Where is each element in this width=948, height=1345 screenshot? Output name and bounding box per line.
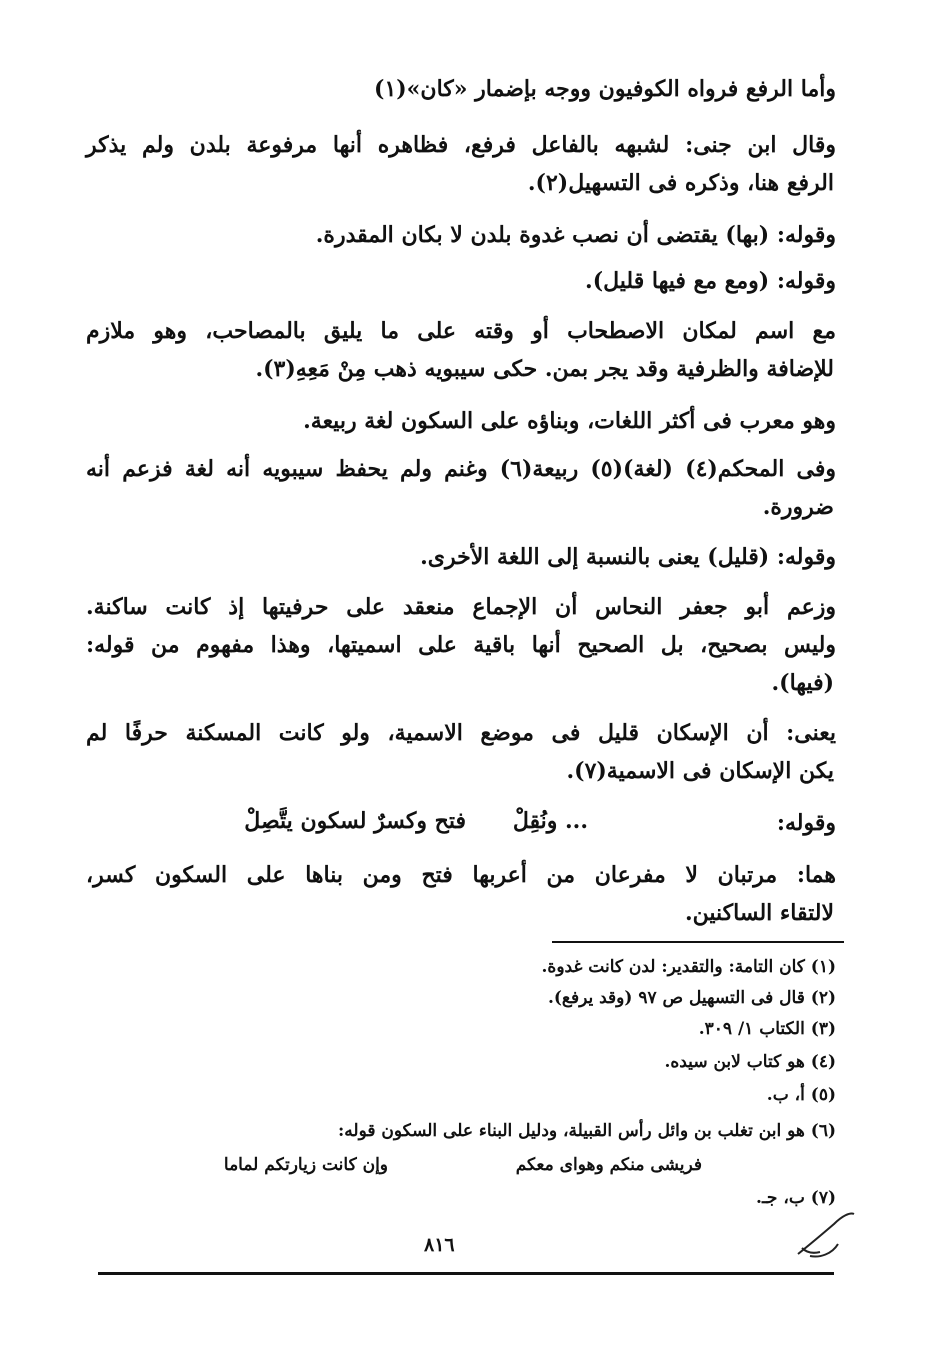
paragraph-line: هما: مرتبان لا مفرعان من أعربها فتح ومن بناها على السكون كسر، (86, 862, 836, 888)
footnote: (٣) الكتاب ١/ ٣٠٩. (698, 1019, 836, 1039)
paragraph-line: ضرورة. (762, 494, 834, 520)
verse-hemistich-second: فتح وكسرٌ لسكون يتَّصِلْ (244, 808, 466, 834)
footnote: (٥) أ، ب. (766, 1085, 836, 1105)
paragraph-line: وهو معرب فى أكثر اللغات، وبناؤه على السكون لغة ربيعة. (303, 408, 836, 434)
paragraph-line: وقوله: (ومع مع فيها قليل). (585, 268, 836, 294)
page-number: ٨١٦ (424, 1234, 455, 1256)
paragraph-line: (فيها). (771, 670, 834, 696)
footnote-separator (552, 941, 844, 943)
paragraph-line: للإضافة والظرفية وقد يجر بمن. حكى سيبويه ذهب مِنْ مَعِهِ(٣). (255, 356, 834, 382)
footnote: (٤) هو كتاب لابن سيده. (664, 1052, 836, 1072)
footnote: (٦) هو ابن تغلب بن وائل رأس القبيلة، ودليل البناء على السكون قوله: (338, 1121, 836, 1141)
paragraph-line: وقوله: (بها) يقتضى أن نصب غدوة بلدن لا بكان المقدرة. (315, 222, 836, 248)
footnote: (١) كان التامة: والتقدير: لدن كانت غدوة. (541, 957, 836, 977)
paragraph-line: مع اسم لمكان الاصطحاب أو وقته على ما يليق بالمصاحب، وهو ملازم (86, 318, 836, 344)
footnote: (٧) ب، جـ. (756, 1188, 836, 1208)
handwritten-mark (790, 1206, 860, 1264)
paragraph-line: وليس بصحيح، بل الصحيح أنها باقية على اسميتها، وهذا مفهوم من قوله: (86, 632, 836, 658)
paragraph-line: وفى المحكم(٤) (لغة)(٥) ربيعة(٦) وغنم ولم يحفظ سيبويه أنه لغة فزعم أنه (86, 456, 836, 482)
paragraph-line: وقوله: (قليل) يعنى بالنسبة إلى اللغة الأخرى. (420, 544, 836, 570)
footnote-verse-hemistich-second: وإن كانت زيارتكم لماما (223, 1155, 388, 1175)
paragraph-line: يعنى: أن الإسكان قليل فى موضع الاسمية، ولو كانت المسكنة حرفًا لم (86, 720, 836, 746)
footnote-verse-hemistich-first: فريشى منكم وهواى معكم (515, 1155, 702, 1175)
paragraph-line: وقال ابن جنى: لشبهه بالفاعل فرفع، فظاهره أنها مرفوعة بلدن ولم يذكر (86, 132, 836, 158)
footnote: (٢) قال فى التسهيل ص ٩٧ (وقد يرفع). (547, 988, 836, 1008)
paragraph-line: الرفع هنا، وذكره فى التسهيل(٢). (527, 170, 834, 196)
paragraph-line: وأما الرفع فرواه الكوفيون ووجه بإضمار «كان»(١) (374, 76, 836, 102)
verse-hemistich-first: ... ونُقِلْ (512, 808, 588, 834)
bottom-rule (98, 1272, 834, 1275)
verse-intro: وقوله: (776, 810, 836, 836)
paragraph-line: لالتقاء الساكنين. (684, 900, 834, 926)
paragraph-line: يكن الإسكان فى الاسمية(٧). (566, 758, 834, 784)
paragraph-line: وزعم أبو جعفر النحاس أن الإجماع منعقد على حرفيتها إذ كانت ساكنة. (86, 594, 836, 620)
